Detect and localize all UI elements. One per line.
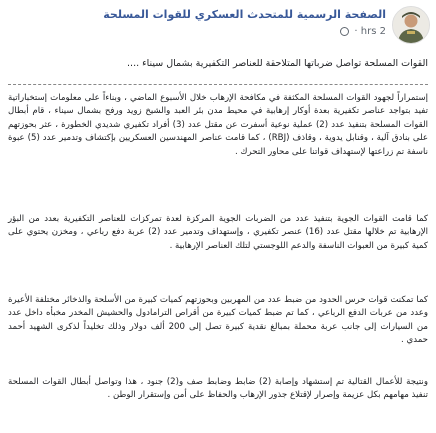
post-paragraph-1: إستمراراً لجهود القوات المسلحة المكثفة في مكافحة الإرهاب خلال الأسبوع الماضي ، وبناءاً على معلومات إستخباراتية تفيد بتواجد عناصر تكفيرية بعدة أوكار إرهابية في محيط مدن بئر العبد والشيخ زويد ورفح بشمال سيناء ، قام أبطال القوات المسلحة بتنفيذ عدد (2) عملية نوعية أسفرت عن مقتل عدد (3) أفراد تكفيري شديدي الخطورة ، عثر بحوزتهم على بنادق آلية ، وقنابل يدوية ، وقاذف (RBJ) ، كما قامت عناصر المهندسين العسكريين بإكتشاف وتدمير عدد (5) عبوة ناسفة تم زراعتها لإستهداف قواتنا على محاور التحرك . bbox=[8, 93, 429, 157]
post-paragraph-4: ونتيجة للأعمال القتالية تم إستشهاد وإصابة (2) ضابط وضابط صف و(2) جنود ، هذا وتواصل أبطال القوات المسلحة تنفيذ مهامهم بكل عزيمة وإصرار لإقتلاع جذور الإرهاب والحفاظ على أمن وإستقرار الوطن . bbox=[8, 377, 428, 401]
post-time[interactable]: 2 hrs bbox=[360, 26, 386, 37]
avatar-icon bbox=[393, 7, 429, 43]
post-meta: 2 hrs · bbox=[340, 26, 386, 37]
globe-icon bbox=[340, 27, 349, 36]
post-paragraph-3: كما تمكنت قوات حرس الحدود من ضبط عدد من المهربين وبحوزتهم كميات كبيرة من الأسلحة والذخائر مختلفة الأعيرة وعدد من عربات الدفع الرباعي ، كما تم ضبط كميات كبيرة من أقراص الترامادول والحشيش المخدر مخبأه داخل عدد من السيارات إلى جانب عربة محملة بمبالغ نقدية كبيرة تصل إلى 200 ألف دولار وذلك تخليداً لذكرى الشهيد أحمد حمدي . bbox=[8, 295, 428, 346]
post-header bbox=[6, 4, 430, 48]
separator bbox=[8, 84, 428, 85]
post-paragraph-2: كما قامت القوات الجوية بتنفيذ عدد من الضربات الجوية المركزة لعدة تمركزات للعناصر التكفيرية بعدد من البؤر الإرهابية تم خلالها مقتل عدد (16) عنصر تكفيري ، وإستهداف وتدمير عدد (2) عربة دفع رباعي ، ومخزن يحتوي على كمية كبيرة من العبوات الناسفة والدعم اللوجستي لتلك العناصر الإرهابية . bbox=[8, 214, 429, 251]
page-avatar[interactable] bbox=[392, 6, 430, 44]
page-name-link[interactable]: الصفحة الرسمية للمتحدث العسكري للقوات المسلحة bbox=[103, 8, 386, 21]
post-title: القوات المسلحة تواصل ضرباتها المتلاحقة للعناصر التكفيرية بشمال سيناء .... bbox=[127, 58, 428, 69]
